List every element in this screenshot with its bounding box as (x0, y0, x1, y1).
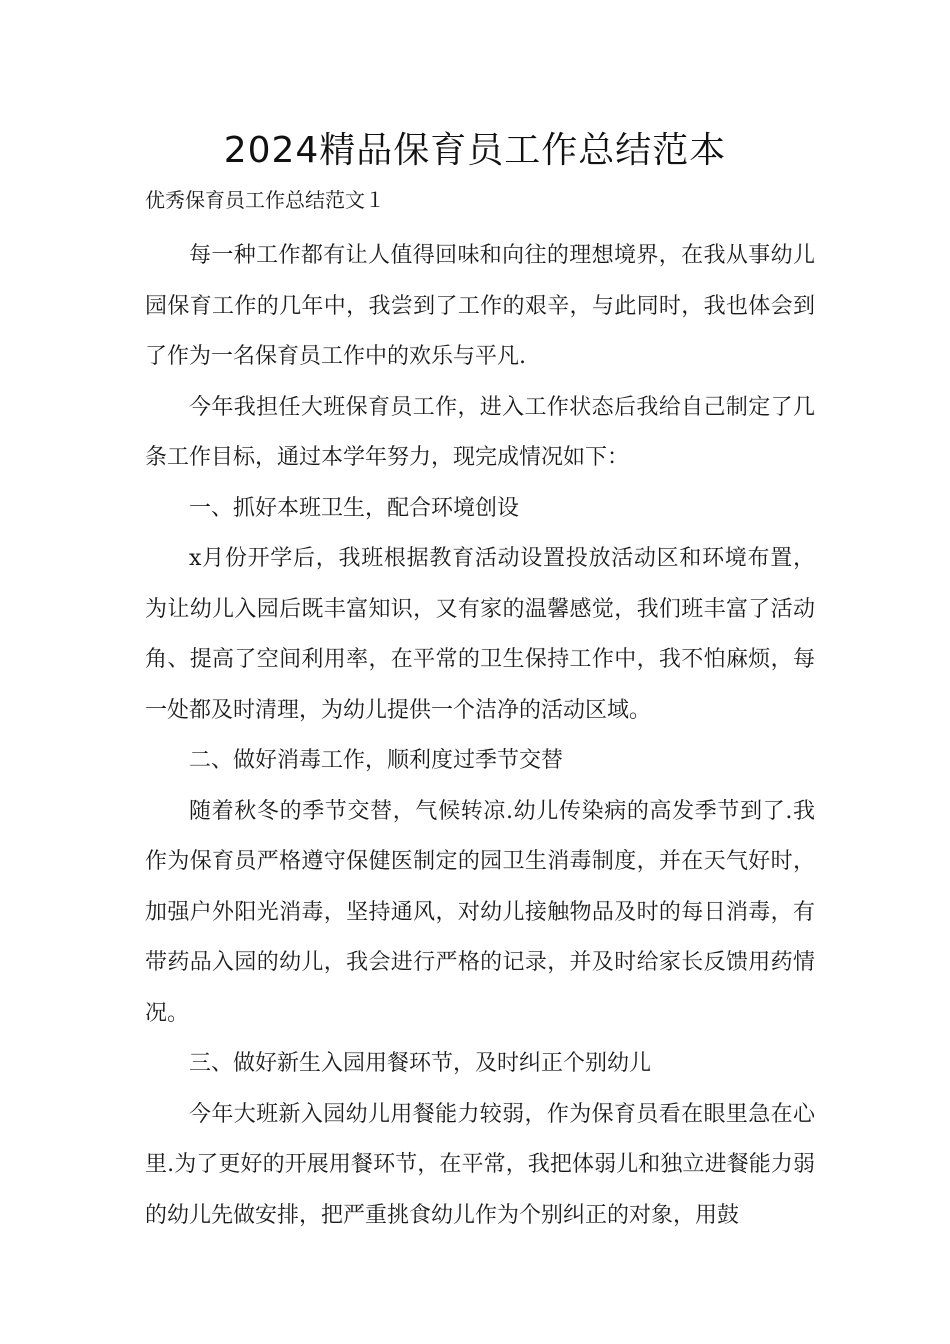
paragraph: 每一种工作都有让人值得回味和向往的理想境界，在我从事幼儿园保育工作的几年中，我尝到了工作的艰辛，与此同时，我也体会到了作为一名保育员工作中的欢乐与平凡. (145, 243, 815, 369)
paragraph: x月份开学后，我班根据教育活动设置投放活动区和环境布置，为让幼儿入园后既丰富知识，又有家的温馨感觉，我们班丰富了活动角、提高了空间利用率，在平常的卫生保持工作中，我不怕麻烦，每一处都及时清理，为幼儿提供一个洁净的活动区域。 (145, 546, 815, 723)
document-body (145, 231, 815, 1241)
section-heading: 一、抓好本班卫生，配合环境创设 (189, 495, 520, 521)
section-heading: 二、做好消毒工作，顺利度过季节交替 (189, 748, 564, 773)
section-heading: 三、做好新生入园用餐环节，及时纠正个别幼儿 (189, 1051, 652, 1076)
paragraph: 今年我担任大班保育员工作，进入工作状态后我给自己制定了几条工作目标，通过本学年努力，现完成情况如下： (145, 394, 815, 470)
document-subtitle: 优秀保育员工作总结范文１ (145, 188, 385, 212)
paragraph: 今年大班新入园幼儿用餐能力较弱，作为保育员看在眼里急在心里.为了更好的开展用餐环节，在平常，我把体弱儿和独立进餐能力弱的幼儿先做安排，把严重挑食幼儿作为个别纠正的对象，用鼓 (145, 1101, 815, 1228)
document-title: 2024精品保育员工作总结范本 (223, 130, 727, 171)
paragraph: 随着秋冬的季节交替，气候转凉.幼儿传染病的高发季节到了.我作为保育员严格遵守保健医制定的园卫生消毒制度，并在天气好时，加强户外阳光消毒，坚持通风，对幼儿接触物品及时的每日消毒，有带药品入园的幼儿，我会进行严格的记录，并及时给家长反馈用药情况。 (145, 798, 815, 1026)
